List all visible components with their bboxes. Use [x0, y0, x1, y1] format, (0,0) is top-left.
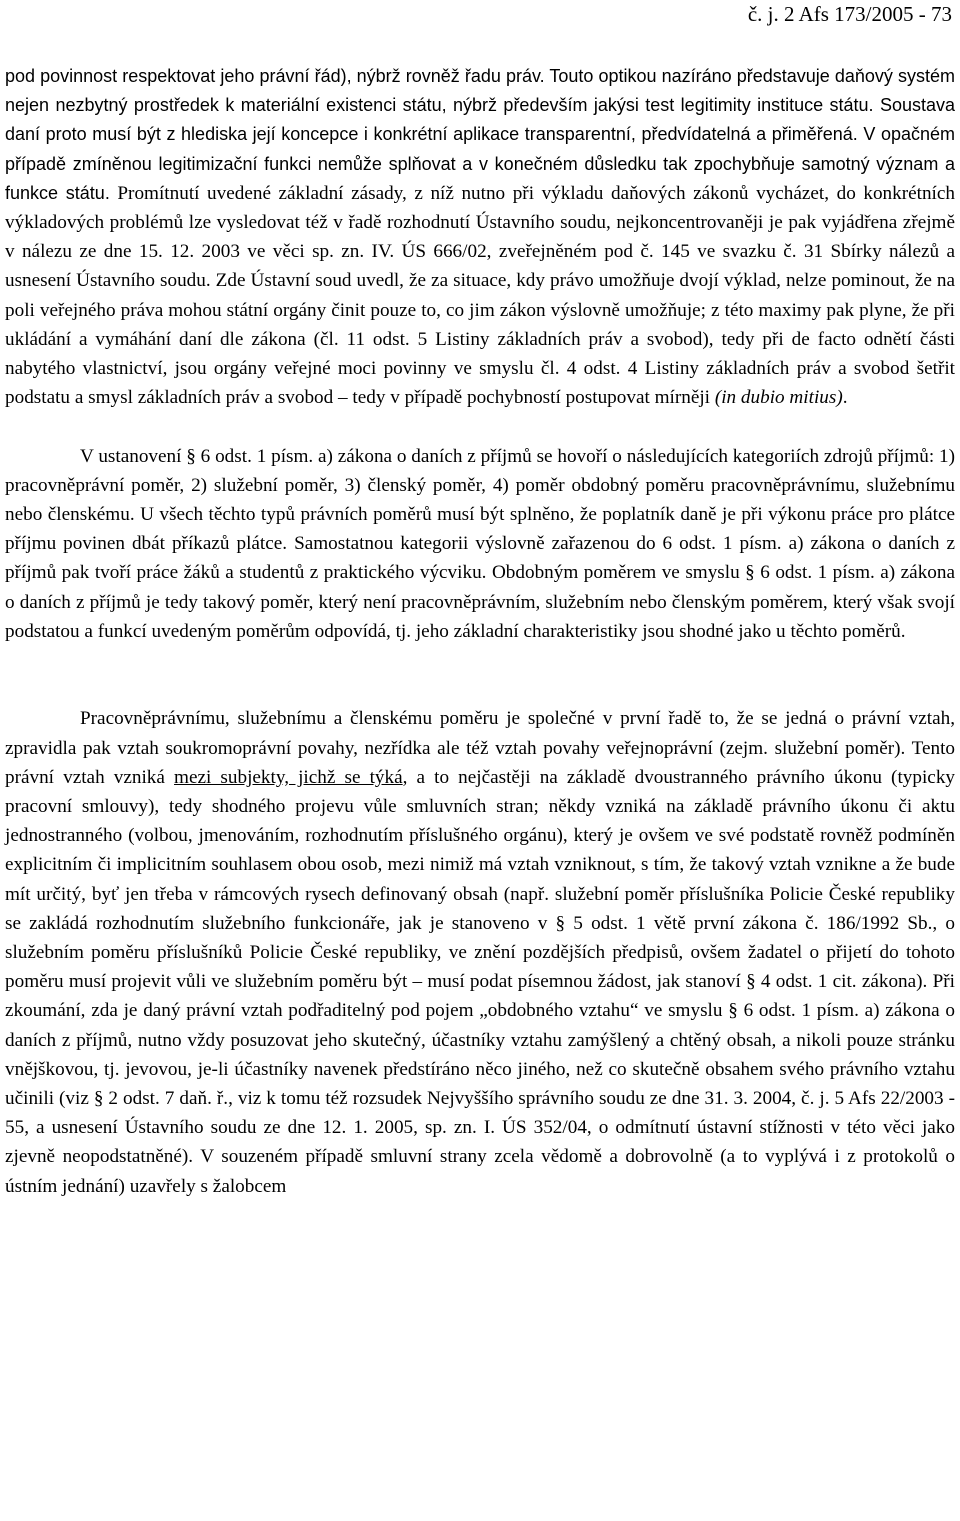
paragraph-3 [5, 704, 955, 1200]
paragraph-1 [5, 62, 955, 412]
paragraph-3-segment: , a to nejčastěji na základě dvoustranného právního úkonu (typicky pracovní smlouvy), tedy shodného projevu vůle smluvních stran; někdy vzniká na základě právního úkonu či aktu jednostranného (volbou, jmenováním, rozhodnutím příslušného orgánu), který je ovšem ve své podstatě rovněž podmíněn explicitním či implicitním souhlasem obou osob, mezi nimiž má vztah vzniknout, s tím, že takový vztah vznikne a že bude mít určitý, byť jen třeba v rámcových rysech definovaný obsah (např. služební poměr příslušníka Policie České republiky se zakládá rozhodnutím služebního funkcionáře, jak je stanoveno v § 5 odst. 1 větě první zákona č. 186/1992 Sb., o služebním poměru příslušníků Policie České republiky, ve znění pozdějších předpisů, ovšem žadatel o přijetí do tohoto poměru musí projevit vůli ve služebním poměru být – musí podat písemnou žádost, jak stanoví § 4 odst. 1 cit. zákona). Při zkoumání, zda je daný právní vztah podřaditelný pod pojem „obdobného vztahu“ ve smyslu § 6 odst. 1 písm. a) zákona o daních z příjmů, nutno vždy posuzovat jeho skutečný, účastníky vztahu zamýšlený a chtěný obsah, a nikoli pouze stránku vnějškovou, tj. jevovou, je-li účastníky navenek předstíráno něco jiného, než co skutečně obsahem svého právního vztahu učinili (viz § 2 odst. 7 daň. ř., viz k tomu též rozsudek Nejvyššího správního soudu ze dne 31. 3. 2004, č. j. 5 Afs 22/2003 - 55, a usnesení Ústavního soudu ze dne 12. 1. 2005, sp. zn. I. ÚS 352/04, o odmítnutí ústavní stížnosti v této věci jako zjevně neopodstatněné). V souzeném případě smluvní strany zcela vědomě a dobrovolně (a to vyplývá i z protokolů o ústním jednání) uzavřely s žalobcem [5, 766, 956, 1197]
paragraph-1-segment: Promítnutí uvedené základní zásady, z níž nutno při výkladu daňových zákonů vycházet, do konkrétních výkladových problémů lze vysledovat též v řadě rozhodnutí Ústavního soudu, nejkoncentrovaněji je pak vyjádřena zřejmě v nálezu ze dne 15. 12. 2003 ve věci sp. zn. IV. ÚS 666/02, zveřejněném pod č. 145 ve svazku č. 31 Sbírky nálezů a usnesení Ústavního soudu. Zde Ústavní soud uvedl, že za situace, kdy právo umožňuje dvojí výklad, nelze pominout, že na poli veřejného práva mohou státní orgány činit pouze to, co jim zákon výslovně umožňuje; z této maximy pak plyne, že při ukládání a vymáhání daní dle zákona (čl. 11 odst. 5 Listiny základních práv a svobod), tedy při de facto odnětí části nabytého vlastnictví, jsou orgány veřejné moci povinny ve smyslu čl. 4 odst. 4 Listiny základních práv a svobod šetřit podstatu a smysl základních práv a svobod – tedy v případě pochybností postupovat mírněji [5, 182, 955, 409]
paragraph-spacer [5, 646, 955, 704]
paragraph-2: V ustanovení § 6 odst. 1 písm. a) zákona o daních z příjmů se hovoří o následujících kategoriích zdrojů příjmů: 1) pracovněprávní poměr, 2) služební poměr, 3) členský poměr, 4) poměr obdobný poměru pracovněprávnímu, služebnímu nebo členskému. U všech těchto typů právních poměrů musí být splněno, že poplatník daně je při výkonu práce pro plátce příjmu povinen dbát příkazů plátce. Samostatnou kategorii výslovně zařazenou do 6 odst. 1 písm. a) zákona o daních z příjmů pak tvoří práce žáků a studentů z praktického výcviku. Obdobným poměrem ve smyslu § 6 odst. 1 písm. a) zákona o daních z příjmů je tedy takový poměr, který není pracovněprávním, služebním nebo členským poměrem, který však svojí podstatou a funkcí uvedeným poměrům odpovídá, tj. jeho základní charakteristiky jsou shodné jako u těchto poměrů. [5, 445, 955, 642]
paragraph-1-end: . [842, 387, 848, 409]
paragraph-1-sans-segment: pod povinnost respektovat jeho právní řád), nýbrž rovněž řadu práv. Touto optikou nazíráno představuje daňový systém nejen nezbytný prostředek k materiální existenci státu, nýbrž především jakýsi test legitimity instituce státu. Soustava daní proto musí být z hlediska její koncepce i konkrétní aplikace transparentní, předvídatelná a přiměřená. V opačném případě zmíněnou legitimizační funkci nemůže splňovat a v konečném důsledku tak zpochybňuje samotný význam a funkce státu. [5, 66, 955, 203]
document-body [5, 62, 955, 1201]
case-reference-header: č. j. 2 Afs 173/2005 - 73 [747, 2, 952, 26]
paragraph-3-segment: Pracovněprávnímu, služebnímu a členskému poměru je společné v první řadě to, že se jedná o právní vztah, zpravidla pak vztah soukromoprávní povahy, nezřídka ale též vztah povahy veřejnoprávní (zejm. služební poměr). Tento právní vztah vzniká [5, 708, 955, 788]
underlined-phrase: mezi subjekty, jichž se týká [174, 766, 403, 788]
paragraph-spacer [5, 412, 955, 441]
latin-phrase: (in dubio mitius) [714, 387, 843, 409]
